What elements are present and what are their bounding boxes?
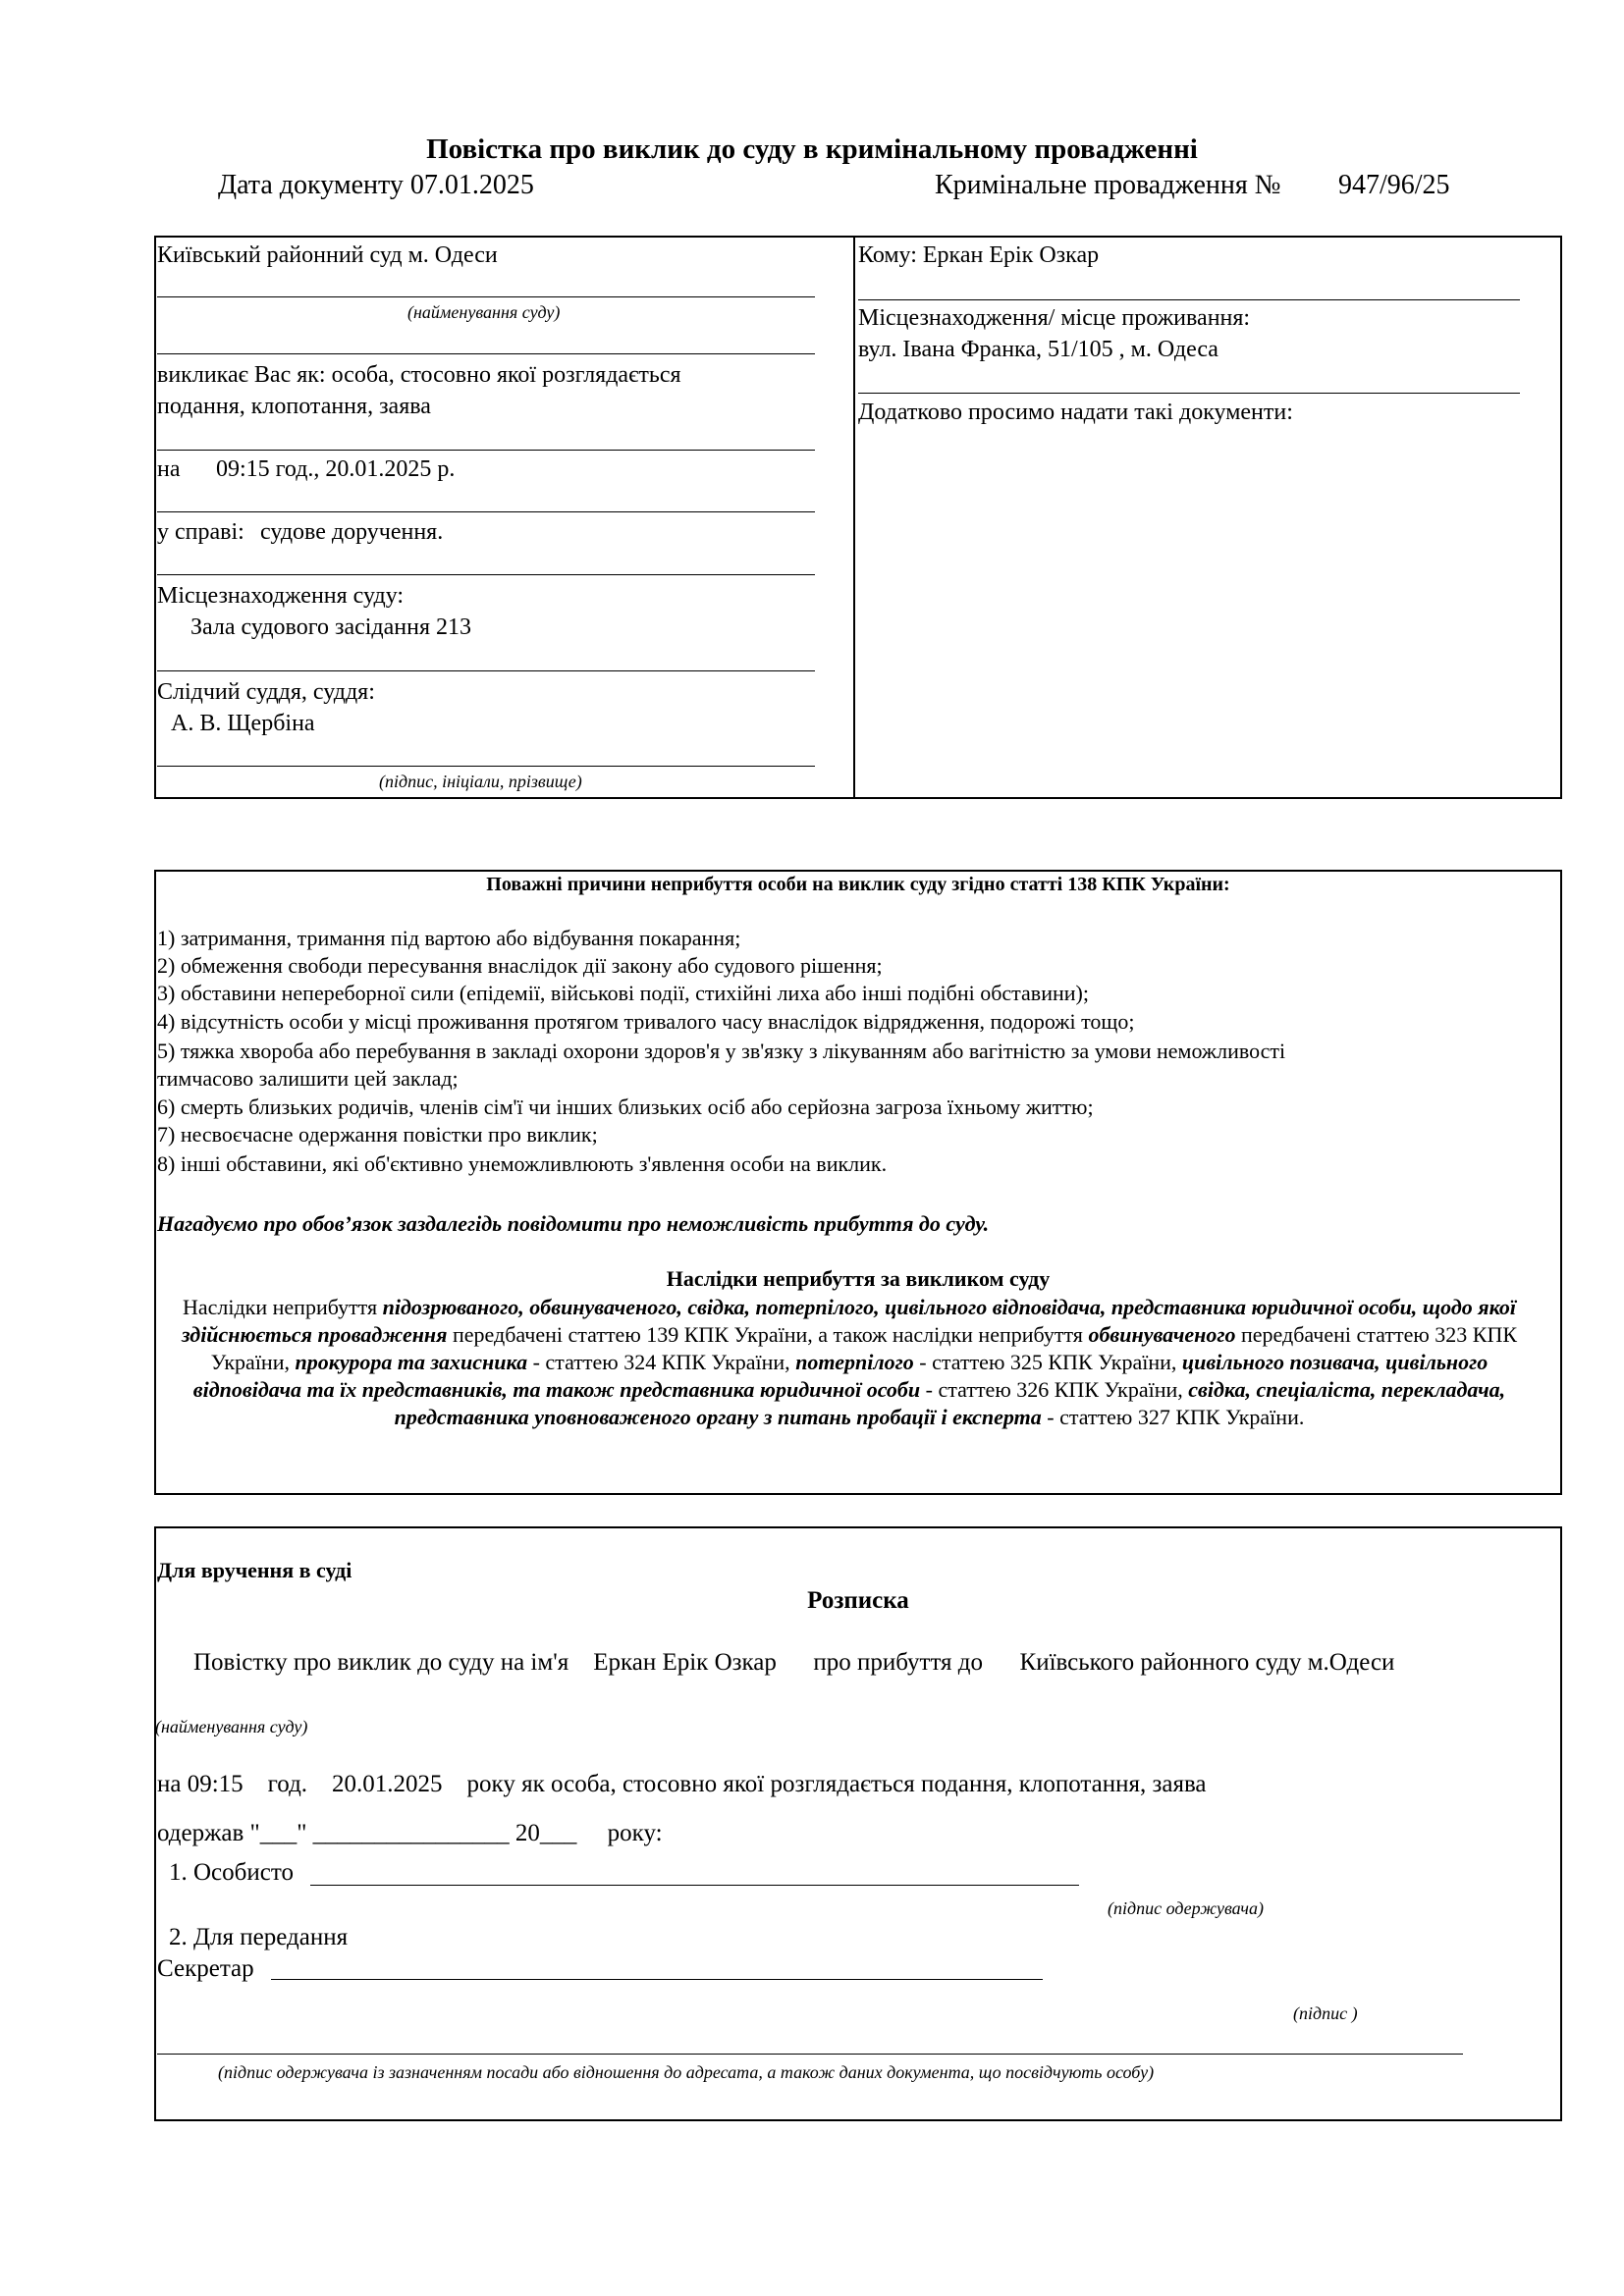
reason-item: 7) несвоєчасне одержання повістки про виклик; xyxy=(157,1122,598,1147)
receipt-summons-line: Повістку про виклик до суду на ім'я Еркан Ерік Озкар про прибуття до Київського районного суду м.Одеси xyxy=(193,1649,1395,1676)
secretary-label: Секретар xyxy=(157,1955,254,1982)
court-location-label: Місцезнаходження суду: xyxy=(157,583,405,609)
column-divider xyxy=(853,236,855,799)
hearing-time-prefix: на xyxy=(157,456,181,482)
receipt-time-line: на 09:15 год. 20.01.2025 року як особа, стосовно якої розглядається подання, клопотання, заява xyxy=(157,1771,1207,1797)
document-date: Дата документу 07.01.2025 xyxy=(218,170,534,200)
divider xyxy=(157,511,815,512)
case-number-label: Кримінальне провадження № xyxy=(935,170,1281,200)
personally-signature-line xyxy=(310,1885,1079,1886)
reminder: Нагадуємо про обов’язок заздалегідь повідомити про неможливість прибуття до суду. xyxy=(157,1211,990,1236)
recipient: Кому: Еркан Ерік Озкар xyxy=(858,242,1100,268)
secretary-signature-caption: (підпис ) xyxy=(1293,2003,1358,2023)
reason-item: 6) смерть близьких родичів, членів сім'ї чи інших близьких осіб або серйозна загроза їхньому життю; xyxy=(157,1095,1094,1119)
reason-item: 1) затримання, тримання під вартою або відбування покарання; xyxy=(157,926,741,950)
judge-label: Слідчий суддя, суддя: xyxy=(157,679,375,705)
residence-label: Місцезнаходження/ місце проживання: xyxy=(858,305,1251,331)
reason-item: 8) інші обставини, які об'єктивно унеможливлюють з'явлення особи на виклик. xyxy=(157,1151,888,1176)
residence-address: вул. Івана Франка, 51/105 , м. Одеса xyxy=(858,337,1218,362)
divider xyxy=(157,574,815,575)
bottom-signature-line xyxy=(157,2054,1463,2055)
receipt-heading: Розписка xyxy=(807,1587,909,1614)
for-transfer-label: 2. Для передання xyxy=(169,1924,349,1950)
documents-request: Додатково просимо надати такі документи: xyxy=(858,400,1293,425)
for-court-label: Для вручення в суді xyxy=(157,1558,352,1582)
divider xyxy=(157,450,815,451)
personally-label: 1. Особисто xyxy=(169,1859,294,1886)
court-name-line xyxy=(157,296,815,297)
divider xyxy=(858,299,1520,300)
case-subject: судове доручення. xyxy=(260,519,444,545)
document-title: Повістка про виклик до суду в кримінальному провадженні xyxy=(426,133,1198,165)
court-name-caption: (найменування суду) xyxy=(407,302,561,322)
case-number: 947/96/25 xyxy=(1338,170,1450,200)
consequences-text: Наслідки неприбуття підозрюваного, обвинуваченого, свідка, потерпілого, цивільного відповідача, представника юридичної особи, щодо якої здійснюється провадження передбачені статтею 139 КПК України, а також наслідки неприбуття обвинуваченого передбачені статтею 323 КПК України, прокурора та захисника - статтею 324 КПК України, потерпілого - статтею 325 КПК України, цивільного позивача, цивільного відповідача та їх представників, та також представника юридичної особи - статтею 326 КПК України, свідка, спеціаліста, перекладача, представника уповноваженого органу з питань пробації і експерта - статтею 327 КПК України. xyxy=(181,1295,1518,1429)
consequences-heading: Наслідки неприбуття за викликом суду xyxy=(666,1266,1051,1291)
divider xyxy=(157,670,815,671)
reason-item: 4) відсутність особи у місці проживання протягом тривалого часу внаслідок відрядження, подорожі тощо; xyxy=(157,1009,1135,1034)
received-date-line: одержав "___" ________________ 20___ року: xyxy=(157,1820,663,1846)
signature-line xyxy=(157,766,815,767)
divider xyxy=(157,353,815,354)
reason-item: тимчасово залишити цей заклад; xyxy=(157,1066,459,1091)
hearing-time: 09:15 год., 20.01.2025 р. xyxy=(216,456,456,482)
reason-item: 3) обставини непереборної сили (епідемії, військові події, стихійні лиха або інші подібні обставини); xyxy=(157,981,1089,1005)
court-name: Київський районний суд м. Одеси xyxy=(157,242,498,268)
bottom-signature-caption: (підпис одержувача із зазначенням посади або відношення до адресата, а також даних документа, що посвідчують особу) xyxy=(218,2062,1155,2082)
reasons-heading: Поважні причини неприбуття особи на виклик суду згідно статті 138 КПК України: xyxy=(486,874,1230,895)
reason-item: 5) тяжка хвороба або перебування в закладі охорони здоров'я у зв'язку з лікуванням або вагітністю за умови неможливості xyxy=(157,1039,1286,1063)
signature-caption: (підпис, ініціали, прізвище) xyxy=(379,772,582,791)
judge-name: А. В. Щербіна xyxy=(171,711,315,736)
secretary-signature-line xyxy=(271,1979,1043,1980)
case-prefix: у справі: xyxy=(157,519,244,545)
divider xyxy=(858,393,1520,394)
recipient-signature-caption: (підпис одержувача) xyxy=(1108,1898,1264,1918)
reason-item: 2) обмеження свободи пересування внаслідок дії закону або судового рішення; xyxy=(157,953,883,978)
summons-role-line1: викликає Вас як: особа, стосовно якої розглядається xyxy=(157,362,681,388)
summons-role-line2: подання, клопотання, заява xyxy=(157,394,431,419)
court-location: Зала судового засідання 213 xyxy=(190,614,472,640)
receipt-court-caption: (найменування суду) xyxy=(155,1717,308,1736)
